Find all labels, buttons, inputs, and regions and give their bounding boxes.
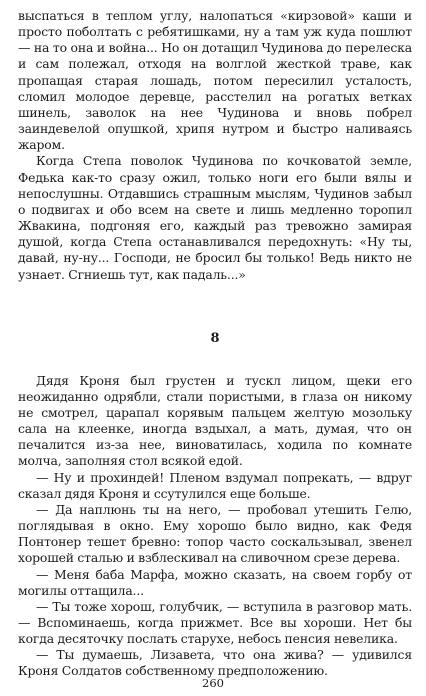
dialogue-line-1: — Ну и прохиндей! Пленом вздумал попрекать, — вдруг сказал дядя Кроня и ссутулился еще больше. bbox=[18, 469, 412, 501]
dialogue-line-5: — Ты думаешь, Лизавета, что она жива? — удивился Кроня Солдатов собственному предположению. bbox=[18, 647, 412, 679]
chapter-number: 8 bbox=[210, 330, 220, 346]
dialogue-line-3: — Меня баба Марфа, можно сказать, на своем горбу от могилы оттащила... bbox=[18, 566, 412, 598]
dialogue-line-2: — Да наплюнь ты на него, — пробовал утешить Гелю, поглядывая в окно. Ему хорошо было видно, как Федя Понтонер тешет бревно: топор часто соскальзывал, звенел хорошей сталью и взблескивал на сливочном срезе дерева. bbox=[18, 501, 412, 566]
paragraph-continued: выспаться в теплом углу, налопаться «кирзовой» каши и просто поболтать с ребятишками, ну а там уж куда пошлют — на то она и война... Но он дотащил Чудинова до перелеска и сам полежал, отходя на волглой жесткой траве, как пропащая старая лошадь, потом пересилил усталость, сломил молодое деревце, расстелил на рогатых ветках шинель, заволок на нее Чудинова и вновь побрел заиндевелой опушкой, хрипя нутром и быстро наливаясь жаром. bbox=[18, 8, 412, 153]
paragraph-dyadya-kronya: Дядя Кроня был грустен и тускл лицом, щеки его неожиданно одрябли, стали пористыми, в глаза он никому не смотрел, царапал корявым пальцем желтую мозольку сала на клеенке, иногда вздыхал, а мать, думая, что он печалится из-за нее, виноватилась, ходила по комнате молча, заполняя стол всякой едой. bbox=[18, 372, 412, 469]
dialogue-line-4: — Ты тоже хорош, голубчик, — вступила в разговор мать. — Вспоминаешь, когда прижмет. Все вы хороши. Нет бы когда десяточку послать старухе, небось пенсия невелика. bbox=[18, 598, 412, 647]
paragraph-stepa: Когда Степа поволок Чудинова по кочковатой земле, Федька как-то сразу ожил, только ноги его были вялы и непослушны. Отдавшись страшным мыслям, Чудинов забыл о подвигах и обо всем на свете и лишь медленно торопил Жвакина, подгоняя его, каждый раз тревожно замирая душой, когда Степа останавливался передохнуть: «Ну ты, давай, ну-ну... Господи, не бросил бы только! Ведь никто не узнает. Сгниешь тут, как падаль...» bbox=[18, 153, 412, 282]
page-number: 260 bbox=[202, 676, 224, 690]
book-page bbox=[18, 8, 412, 680]
